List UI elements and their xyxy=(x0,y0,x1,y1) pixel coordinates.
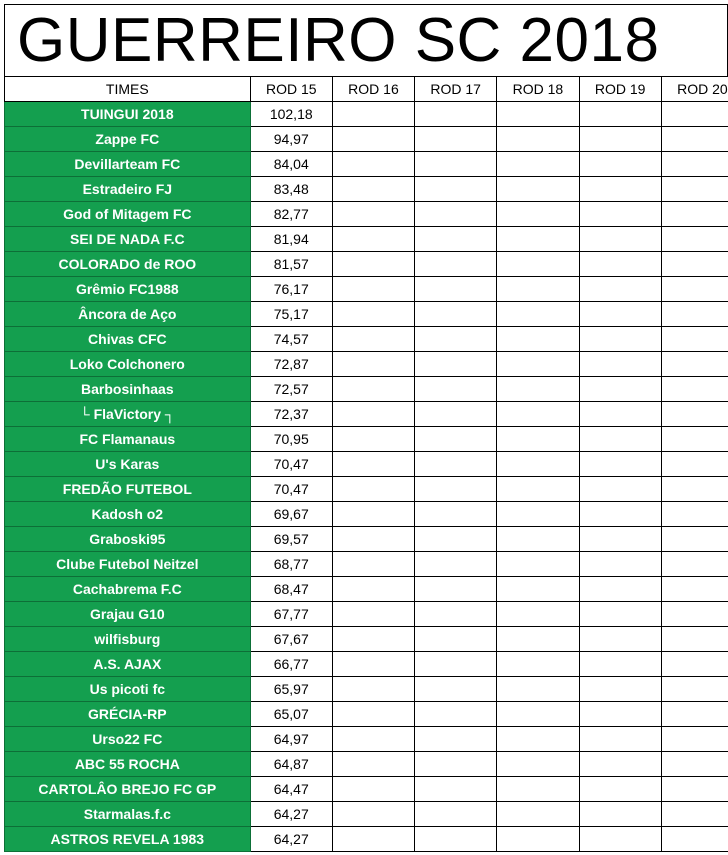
rod-20-score-cell[interactable] xyxy=(661,277,728,302)
rod-20-score-cell[interactable] xyxy=(661,327,728,352)
rod-17-score-cell[interactable] xyxy=(415,352,497,377)
rod-19-score-cell[interactable] xyxy=(579,502,661,527)
rod-16-score-cell[interactable] xyxy=(332,502,414,527)
rod-15-score-cell[interactable]: 69,57 xyxy=(250,527,332,552)
header-rod-15[interactable]: ROD 15 xyxy=(250,77,332,102)
rod-20-score-cell[interactable] xyxy=(661,452,728,477)
rod-19-score-cell[interactable] xyxy=(579,752,661,777)
rod-16-score-cell[interactable] xyxy=(332,702,414,727)
sheet-title: GUERREIRO SC 2018 xyxy=(4,4,728,76)
rod-17-score-cell[interactable] xyxy=(415,727,497,752)
team-name-cell[interactable]: Loko Colchonero xyxy=(5,352,251,377)
rod-15-score-cell[interactable]: 72,87 xyxy=(250,352,332,377)
team-name-cell[interactable]: FREDÃO FUTEBOL xyxy=(5,477,251,502)
rod-17-score-cell[interactable] xyxy=(415,677,497,702)
rod-20-score-cell[interactable] xyxy=(661,627,728,652)
rod-19-score-cell[interactable] xyxy=(579,602,661,627)
rod-20-score-cell[interactable] xyxy=(661,127,728,152)
rod-16-score-cell[interactable] xyxy=(332,402,414,427)
rod-18-score-cell[interactable] xyxy=(497,227,579,252)
rod-18-score-cell[interactable] xyxy=(497,402,579,427)
rod-15-score-cell[interactable]: 84,04 xyxy=(250,152,332,177)
team-name-cell[interactable]: Grêmio FC1988 xyxy=(5,277,251,302)
header-times[interactable]: TIMES xyxy=(5,77,251,102)
table-row xyxy=(5,627,728,652)
rod-16-score-cell[interactable] xyxy=(332,202,414,227)
rod-15-score-cell[interactable]: 67,77 xyxy=(250,602,332,627)
rod-18-score-cell[interactable] xyxy=(497,552,579,577)
rod-19-score-cell[interactable] xyxy=(579,352,661,377)
rod-15-score-cell[interactable]: 66,77 xyxy=(250,652,332,677)
rod-19-score-cell[interactable] xyxy=(579,702,661,727)
team-name-cell[interactable]: GRÉCIA-RP xyxy=(5,702,251,727)
team-name-cell[interactable]: Us picoti fc xyxy=(5,677,251,702)
table-row xyxy=(5,227,728,252)
rod-19-score-cell[interactable] xyxy=(579,577,661,602)
rod-18-score-cell[interactable] xyxy=(497,577,579,602)
rod-17-score-cell[interactable] xyxy=(415,452,497,477)
rod-19-score-cell[interactable] xyxy=(579,727,661,752)
rod-19-score-cell[interactable] xyxy=(579,327,661,352)
rod-17-score-cell[interactable] xyxy=(415,652,497,677)
rod-15-score-cell[interactable]: 64,27 xyxy=(250,827,332,852)
rod-16-score-cell[interactable] xyxy=(332,627,414,652)
rod-20-score-cell[interactable] xyxy=(661,377,728,402)
rod-20-score-cell[interactable] xyxy=(661,302,728,327)
team-name-cell[interactable]: U's Karas xyxy=(5,452,251,477)
rod-15-score-cell[interactable]: 70,47 xyxy=(250,452,332,477)
rod-19-score-cell[interactable] xyxy=(579,527,661,552)
rod-19-score-cell[interactable] xyxy=(579,402,661,427)
rod-17-score-cell[interactable] xyxy=(415,152,497,177)
rod-16-score-cell[interactable] xyxy=(332,777,414,802)
rod-20-score-cell[interactable] xyxy=(661,427,728,452)
table-row xyxy=(5,752,728,777)
rod-17-score-cell[interactable] xyxy=(415,252,497,277)
rod-18-score-cell[interactable] xyxy=(497,752,579,777)
rod-18-score-cell[interactable] xyxy=(497,702,579,727)
rod-18-score-cell[interactable] xyxy=(497,302,579,327)
rod-16-score-cell[interactable] xyxy=(332,552,414,577)
rod-19-score-cell[interactable] xyxy=(579,277,661,302)
table-row xyxy=(5,577,728,602)
rod-20-score-cell[interactable] xyxy=(661,652,728,677)
rod-17-score-cell[interactable] xyxy=(415,502,497,527)
rod-18-score-cell[interactable] xyxy=(497,127,579,152)
rod-17-score-cell[interactable] xyxy=(415,302,497,327)
table-row xyxy=(5,652,728,677)
team-name-cell[interactable]: CARTOLÂO BREJO FC GP xyxy=(5,777,251,802)
rod-19-score-cell[interactable] xyxy=(579,652,661,677)
team-name-cell[interactable]: Âncora de Aço xyxy=(5,302,251,327)
team-name-cell[interactable]: Zappe FC xyxy=(5,127,251,152)
rod-19-score-cell[interactable] xyxy=(579,427,661,452)
rod-16-score-cell[interactable] xyxy=(332,427,414,452)
table-row xyxy=(5,527,728,552)
rod-15-score-cell[interactable]: 68,47 xyxy=(250,577,332,602)
table-row xyxy=(5,352,728,377)
table-row xyxy=(5,152,728,177)
table-row xyxy=(5,277,728,302)
rod-18-score-cell[interactable] xyxy=(497,152,579,177)
table-row xyxy=(5,802,728,827)
table-row xyxy=(5,602,728,627)
rod-19-score-cell[interactable] xyxy=(579,827,661,852)
rod-16-score-cell[interactable] xyxy=(332,327,414,352)
rod-15-score-cell[interactable]: 64,27 xyxy=(250,802,332,827)
rod-19-score-cell[interactable] xyxy=(579,552,661,577)
rod-17-score-cell[interactable] xyxy=(415,427,497,452)
rod-17-score-cell[interactable] xyxy=(415,552,497,577)
rod-17-score-cell[interactable] xyxy=(415,377,497,402)
rod-15-score-cell[interactable]: 64,47 xyxy=(250,777,332,802)
rod-16-score-cell[interactable] xyxy=(332,652,414,677)
rod-17-score-cell[interactable] xyxy=(415,627,497,652)
rod-16-score-cell[interactable] xyxy=(332,277,414,302)
rod-18-score-cell[interactable] xyxy=(497,652,579,677)
rod-18-score-cell[interactable] xyxy=(497,327,579,352)
table-row xyxy=(5,177,728,202)
rod-18-score-cell[interactable] xyxy=(497,202,579,227)
rod-20-score-cell[interactable] xyxy=(661,352,728,377)
header-rod-16[interactable]: ROD 16 xyxy=(332,77,414,102)
rod-19-score-cell[interactable] xyxy=(579,302,661,327)
rod-18-score-cell[interactable] xyxy=(497,527,579,552)
table-row xyxy=(5,727,728,752)
rod-20-score-cell[interactable] xyxy=(661,402,728,427)
rod-20-score-cell[interactable] xyxy=(661,202,728,227)
team-name-cell[interactable]: God of Mitagem FC xyxy=(5,202,251,227)
rod-17-score-cell[interactable] xyxy=(415,577,497,602)
rod-15-score-cell[interactable]: 81,94 xyxy=(250,227,332,252)
rod-19-score-cell[interactable] xyxy=(579,477,661,502)
table-row xyxy=(5,452,728,477)
table-row xyxy=(5,677,728,702)
table-row xyxy=(5,377,728,402)
rod-16-score-cell[interactable] xyxy=(332,352,414,377)
rod-17-score-cell[interactable] xyxy=(415,102,497,127)
team-name-cell[interactable]: └ FlaVictory ┐ xyxy=(5,402,251,427)
table-row xyxy=(5,327,728,352)
rod-17-score-cell[interactable] xyxy=(415,752,497,777)
rod-18-score-cell[interactable] xyxy=(497,502,579,527)
rod-20-score-cell[interactable] xyxy=(661,527,728,552)
team-name-cell[interactable]: ASTROS REVELA 1983 xyxy=(5,827,251,852)
rod-19-score-cell[interactable] xyxy=(579,802,661,827)
rod-17-score-cell[interactable] xyxy=(415,527,497,552)
rod-17-score-cell[interactable] xyxy=(415,127,497,152)
rod-15-score-cell[interactable]: 64,87 xyxy=(250,752,332,777)
table-row xyxy=(5,102,728,127)
table-row xyxy=(5,477,728,502)
rod-15-score-cell[interactable]: 75,17 xyxy=(250,302,332,327)
team-name-cell[interactable]: Grajau G10 xyxy=(5,602,251,627)
rod-18-score-cell[interactable] xyxy=(497,452,579,477)
rod-20-score-cell[interactable] xyxy=(661,827,728,852)
rod-19-score-cell[interactable] xyxy=(579,127,661,152)
rod-15-score-cell[interactable]: 65,97 xyxy=(250,677,332,702)
rod-20-score-cell[interactable] xyxy=(661,502,728,527)
rod-15-score-cell[interactable]: 68,77 xyxy=(250,552,332,577)
team-name-cell[interactable]: COLORADO de ROO xyxy=(5,252,251,277)
rod-16-score-cell[interactable] xyxy=(332,152,414,177)
table-row xyxy=(5,302,728,327)
rod-19-score-cell[interactable] xyxy=(579,177,661,202)
header-rod-19[interactable]: ROD 19 xyxy=(579,77,661,102)
rod-18-score-cell[interactable] xyxy=(497,377,579,402)
rod-15-score-cell[interactable]: 67,67 xyxy=(250,627,332,652)
rod-15-score-cell[interactable]: 94,97 xyxy=(250,127,332,152)
team-name-cell[interactable]: TUINGUI 2018 xyxy=(5,102,251,127)
team-name-cell[interactable]: Graboski95 xyxy=(5,527,251,552)
team-name-cell[interactable]: SEI DE NADA F.C xyxy=(5,227,251,252)
table-row xyxy=(5,502,728,527)
rod-17-score-cell[interactable] xyxy=(415,777,497,802)
rod-18-score-cell[interactable] xyxy=(497,777,579,802)
team-name-cell[interactable]: wilfisburg xyxy=(5,627,251,652)
rod-15-score-cell[interactable]: 76,17 xyxy=(250,277,332,302)
rod-16-score-cell[interactable] xyxy=(332,177,414,202)
rod-17-score-cell[interactable] xyxy=(415,702,497,727)
rod-17-score-cell[interactable] xyxy=(415,802,497,827)
rod-20-score-cell[interactable] xyxy=(661,227,728,252)
rod-19-score-cell[interactable] xyxy=(579,227,661,252)
rod-20-score-cell[interactable] xyxy=(661,702,728,727)
team-name-cell[interactable]: ABC 55 ROCHA xyxy=(5,752,251,777)
team-name-cell[interactable]: FC Flamanaus xyxy=(5,427,251,452)
header-rod-17[interactable]: ROD 17 xyxy=(415,77,497,102)
table-row xyxy=(5,127,728,152)
team-name-cell[interactable]: Devillarteam FC xyxy=(5,152,251,177)
rod-19-score-cell[interactable] xyxy=(579,777,661,802)
rod-20-score-cell[interactable] xyxy=(661,102,728,127)
rod-18-score-cell[interactable] xyxy=(497,677,579,702)
rod-16-score-cell[interactable] xyxy=(332,252,414,277)
rod-16-score-cell[interactable] xyxy=(332,727,414,752)
rod-16-score-cell[interactable] xyxy=(332,527,414,552)
rod-16-score-cell[interactable] xyxy=(332,827,414,852)
rod-18-score-cell[interactable] xyxy=(497,627,579,652)
rod-18-score-cell[interactable] xyxy=(497,277,579,302)
team-name-cell[interactable]: Clube Futebol Neitzel xyxy=(5,552,251,577)
rod-16-score-cell[interactable] xyxy=(332,602,414,627)
rod-18-score-cell[interactable] xyxy=(497,802,579,827)
table-row xyxy=(5,827,728,852)
rod-20-score-cell[interactable] xyxy=(661,552,728,577)
rod-19-score-cell[interactable] xyxy=(579,452,661,477)
table-row xyxy=(5,427,728,452)
table-row xyxy=(5,702,728,727)
rod-16-score-cell[interactable] xyxy=(332,752,414,777)
team-name-cell[interactable]: Urso22 FC xyxy=(5,727,251,752)
team-name-cell[interactable]: A.S. AJAX xyxy=(5,652,251,677)
rod-17-score-cell[interactable] xyxy=(415,202,497,227)
rod-19-score-cell[interactable] xyxy=(579,677,661,702)
rod-16-score-cell[interactable] xyxy=(332,127,414,152)
rod-19-score-cell[interactable] xyxy=(579,102,661,127)
rod-19-score-cell[interactable] xyxy=(579,252,661,277)
rod-17-score-cell[interactable] xyxy=(415,402,497,427)
rod-15-score-cell[interactable]: 70,95 xyxy=(250,427,332,452)
rod-18-score-cell[interactable] xyxy=(497,177,579,202)
rod-15-score-cell[interactable]: 72,37 xyxy=(250,402,332,427)
header-rod-18[interactable]: ROD 18 xyxy=(497,77,579,102)
team-name-cell[interactable]: Kadosh o2 xyxy=(5,502,251,527)
rod-20-score-cell[interactable] xyxy=(661,602,728,627)
team-name-cell[interactable]: Chivas CFC xyxy=(5,327,251,352)
rod-18-score-cell[interactable] xyxy=(497,827,579,852)
team-name-cell[interactable]: Estradeiro FJ xyxy=(5,177,251,202)
header-row xyxy=(5,77,728,102)
rod-20-score-cell[interactable] xyxy=(661,577,728,602)
rod-20-score-cell[interactable] xyxy=(661,152,728,177)
rod-20-score-cell[interactable] xyxy=(661,477,728,502)
team-name-cell[interactable]: Starmalas.f.c xyxy=(5,802,251,827)
rod-15-score-cell[interactable]: 83,48 xyxy=(250,177,332,202)
header-rod-20[interactable]: ROD 20 xyxy=(661,77,728,102)
rod-18-score-cell[interactable] xyxy=(497,602,579,627)
rod-20-score-cell[interactable] xyxy=(661,727,728,752)
rod-18-score-cell[interactable] xyxy=(497,252,579,277)
team-name-cell[interactable]: Barbosinhaas xyxy=(5,377,251,402)
table-row xyxy=(5,552,728,577)
rod-17-score-cell[interactable] xyxy=(415,477,497,502)
rod-20-score-cell[interactable] xyxy=(661,802,728,827)
rod-17-score-cell[interactable] xyxy=(415,327,497,352)
rod-18-score-cell[interactable] xyxy=(497,102,579,127)
rod-16-score-cell[interactable] xyxy=(332,377,414,402)
rod-20-score-cell[interactable] xyxy=(661,177,728,202)
rod-19-score-cell[interactable] xyxy=(579,152,661,177)
rod-15-score-cell[interactable]: 69,67 xyxy=(250,502,332,527)
rod-15-score-cell[interactable]: 70,47 xyxy=(250,477,332,502)
rod-18-score-cell[interactable] xyxy=(497,352,579,377)
table-row xyxy=(5,402,728,427)
table-row xyxy=(5,777,728,802)
rod-18-score-cell[interactable] xyxy=(497,727,579,752)
rod-15-score-cell[interactable]: 65,07 xyxy=(250,702,332,727)
rod-15-score-cell[interactable]: 64,97 xyxy=(250,727,332,752)
rod-18-score-cell[interactable] xyxy=(497,477,579,502)
rod-16-score-cell[interactable] xyxy=(332,102,414,127)
rod-19-score-cell[interactable] xyxy=(579,627,661,652)
rod-17-score-cell[interactable] xyxy=(415,227,497,252)
rod-16-score-cell[interactable] xyxy=(332,227,414,252)
rod-16-score-cell[interactable] xyxy=(332,302,414,327)
rod-16-score-cell[interactable] xyxy=(332,577,414,602)
rod-17-score-cell[interactable] xyxy=(415,827,497,852)
rod-17-score-cell[interactable] xyxy=(415,602,497,627)
rod-15-score-cell[interactable]: 82,77 xyxy=(250,202,332,227)
rod-20-score-cell[interactable] xyxy=(661,677,728,702)
rod-15-score-cell[interactable]: 102,18 xyxy=(250,102,332,127)
rod-20-score-cell[interactable] xyxy=(661,777,728,802)
table-row xyxy=(5,202,728,227)
rod-17-score-cell[interactable] xyxy=(415,277,497,302)
rod-20-score-cell[interactable] xyxy=(661,752,728,777)
rod-16-score-cell[interactable] xyxy=(332,452,414,477)
table-row xyxy=(5,252,728,277)
standings-table xyxy=(4,76,728,852)
rod-19-score-cell[interactable] xyxy=(579,377,661,402)
rod-19-score-cell[interactable] xyxy=(579,202,661,227)
rod-16-score-cell[interactable] xyxy=(332,677,414,702)
rod-18-score-cell[interactable] xyxy=(497,427,579,452)
rod-15-score-cell[interactable]: 72,57 xyxy=(250,377,332,402)
rod-20-score-cell[interactable] xyxy=(661,252,728,277)
rod-16-score-cell[interactable] xyxy=(332,802,414,827)
rod-15-score-cell[interactable]: 81,57 xyxy=(250,252,332,277)
rod-16-score-cell[interactable] xyxy=(332,477,414,502)
rod-15-score-cell[interactable]: 74,57 xyxy=(250,327,332,352)
rod-17-score-cell[interactable] xyxy=(415,177,497,202)
team-name-cell[interactable]: Cachabrema F.C xyxy=(5,577,251,602)
